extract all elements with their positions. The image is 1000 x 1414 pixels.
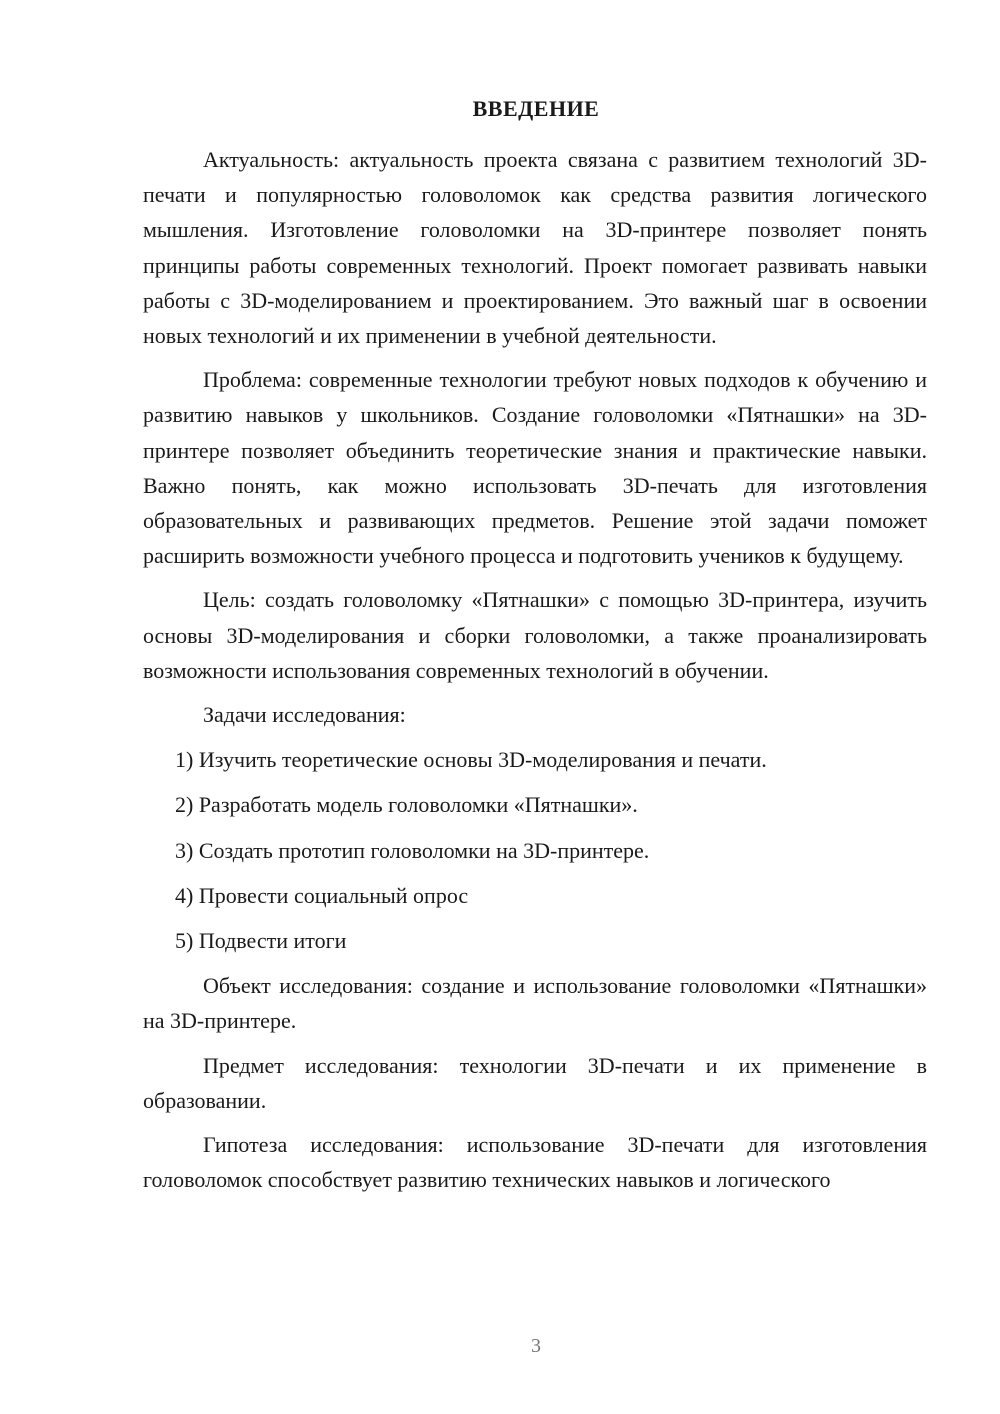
page-number: 3 [531,1335,541,1357]
task-item: 5) Подвести итоги [175,928,347,954]
paragraph-hypothesis: Гипотеза исследования: использование 3D-печати для изготовления головоломок способствует развитию технических навыков и логического [143,1132,927,1193]
tasks-heading: Задачи исследования: [203,702,406,728]
task-item: 1) Изучить теоретические основы 3D-моделирования и печати. [175,747,767,773]
task-item: 3) Создать прототип головоломки на 3D-принтере. [175,837,650,863]
paragraph-object: Объект исследования: создание и использование головоломки «Пятнашки» на 3D-принтере. [143,973,927,1034]
paragraph-subject: Предмет исследования: технологии 3D-печати и их применение в образовании. [143,1052,927,1113]
page-title: ВВЕДЕНИЕ [472,96,600,121]
paragraph-problem: Проблема: современные технологии требуют новых подходов к обучению и развитию навыков у школьников. Создание головоломки «Пятнашки» на 3D-принтере позволяет объединить теоретические знания и практические навыки. Важно понять, как можно использовать 3D-печать для изготовления образовательных и развивающих предметов. Решение этой задачи поможет расширить возможности учебного процесса и подготовить учеников к будущему. [143,367,927,569]
task-item: 4) Провести социальный опрос [175,882,469,908]
paragraph-relevance: Актуальность: актуальность проекта связана с развитием технологий 3D-печати и популярностью головоломок как средства развития логического мышления. Изготовление головоломки на 3D-принтере позволяет понять принципы работы современных технологий. Проект помогает развивать навыки работы с 3D-моделированием и проектированием. Это важный шаг в освоении новых технологий и их применении в учебной деятельности. [143,147,927,349]
document-body [143,142,927,1206]
task-item: 2) Разработать модель головоломки «Пятнашки». [175,792,638,818]
paragraph-goal: Цель: создать головоломку «Пятнашки» с помощью 3D-принтера, изучить основы 3D-моделирования и сборки головоломки, а также проанализировать возможности использования современных технологий в обучении. [143,587,927,683]
